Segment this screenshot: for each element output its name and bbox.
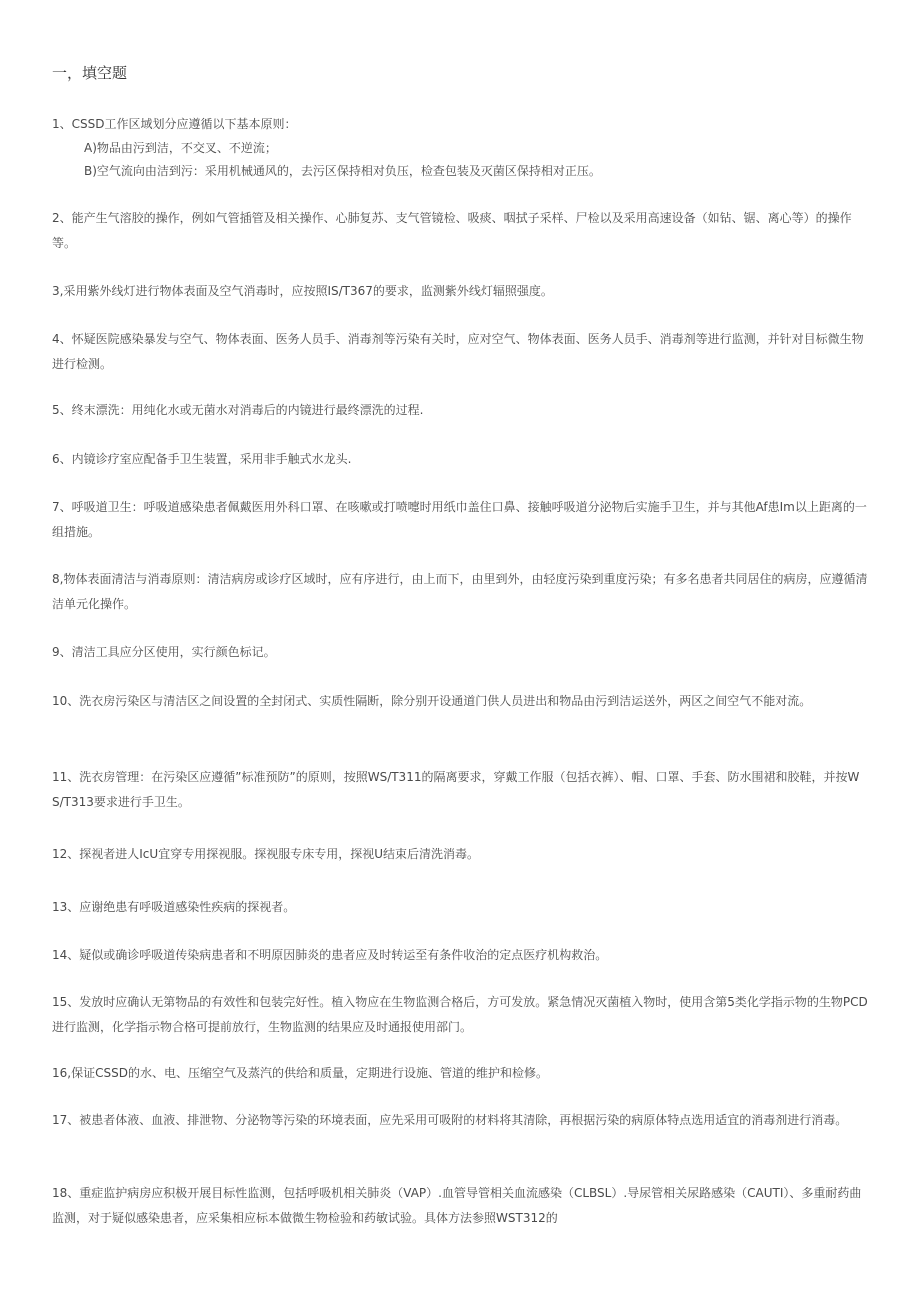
item-11: 11、洗衣房管理：在污染区应遵循”标准预防”的原则，按照WS/T311的隔离要求，穿戴工作服（包括衣裤）、帽、口罩、手套、防水围裙和胶鞋，并按WS/T313要求进行手卫生。	[52, 770, 860, 809]
item-10: 10、洗衣房污染区与清洁区之间设置的全封闭式、实质性隔断，除分别开设通道门供人员进出和物品由污到洁运送外，两区之间空气不能对流。	[52, 694, 812, 708]
item-18: 18、重症监护病房应积极开展目标性监测，包括呼吸机相关肺炎（VAP）.血管导管相关血流感染（CLBSL）.导尿管相关尿路感染（CAUTI）、多重耐药曲监测，对于疑似感染患者，应采集相应标本做微生物检验和药敏试验。具体方法参照WST312的	[52, 1186, 862, 1225]
item-6: 6、内镜诊疗室应配备手卫生装置，采用非手触式水龙头.	[52, 452, 352, 466]
item-5: 5、终末漂洗：用纯化水或无菌水对消毒后的内镜进行最终漂洗的过程.	[52, 403, 424, 417]
item-7: 7、呼吸道卫生：呼吸道感染患者佩戴医用外科口罩、在咳嗽或打喷嚏时用纸巾盖住口鼻、接触呼吸道分泌物后实施手卫生，并与其他Af患Im以上距离的一组措施。	[52, 500, 867, 539]
item-17: 17、被患者体液、血液、排泄物、分泌物等污染的环境表面，应先采用可吸附的材料将其清除，再根据污染的病原体特点选用适宜的消毒剂进行消毒。	[52, 1113, 848, 1127]
item-16: 16,保证CSSD的水、电、压缩空气及蒸汽的供给和质量，定期进行设施、管道的维护和检修。	[52, 1066, 548, 1080]
item-9: 9、清洁工具应分区使用，实行颜色标记。	[52, 645, 276, 659]
item-1: 1、CSSD工作区域划分应遵循以下基本原则：	[52, 117, 297, 131]
item-14: 14、疑似或确诊呼吸道传染病患者和不明原因肺炎的患者应及时转运至有条件收治的定点医疗机构救治。	[52, 948, 608, 962]
sub-item-b: B)空气流向由洁到污：采用机械通风的，去污区保持相对负压，检查包装及灭菌区保持相对正压。	[84, 164, 601, 178]
item-12: 12、探视者进人IcU宜穿专用探视服。探视服专床专用，探视U结束后清洗消毒。	[52, 847, 479, 861]
item-4: 4、怀疑医院感染暴发与空气、物体表面、医务人员手、消毒剂等污染有关时，应对空气、物体表面、医务人员手、消毒剂等进行监测，并针对目标微生物进行检测。	[52, 332, 864, 371]
item-8: 8,物体表面清洁与消毒原则：清洁病房或诊疗区域时，应有序进行，由上而下，由里到外，由轻度污染到重度污染；有多名患者共同居住的病房，应遵循清洁单元化操作。	[52, 572, 868, 611]
item-13: 13、应谢绝患有呼吸道感染性疾病的探视者。	[52, 900, 296, 914]
item-15: 15、发放时应确认无第物品的有效性和包装完好性。植入物应在生物监测合格后，方可发放。紧急情况灭菌植入物时，使用含第5类化学指示物的生物PCD进行监测，化学指示物合格可提前放行，生物监测的结果应及时通报使用部门。	[52, 995, 868, 1034]
item-2: 2、能产生气溶胶的操作，例如气管插管及相关操作、心肺复苏、支气管镜检、吸痰、咽拭子采样、尸检以及采用高速设备（如钻、锯、离心等）的操作等。	[52, 211, 852, 250]
section-title: 一，填空题	[52, 64, 128, 82]
sub-item-a: A)物品由污到洁，不交叉、不逆流；	[84, 141, 277, 155]
item-3: 3,采用紫外线灯进行物体表面及空气消毒时，应按照IS/T367的要求，监测紫外线灯辐照强度。	[52, 284, 553, 298]
